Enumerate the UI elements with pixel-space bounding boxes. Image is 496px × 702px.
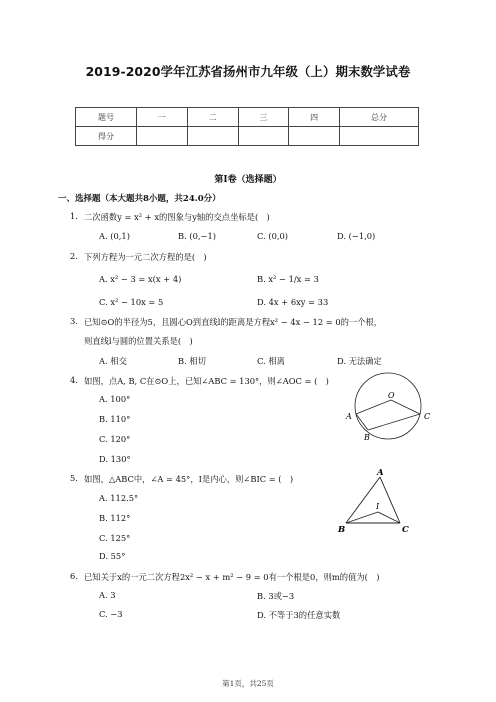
table-cell: 二 <box>187 108 238 127</box>
label-b: B <box>364 433 370 442</box>
option-d: D. (−1,0) <box>337 231 376 241</box>
circle-o <box>355 373 421 439</box>
label-c: C <box>402 525 409 535</box>
section-title: 第Ⅰ卷（选择题） <box>214 175 282 185</box>
question-number: 1. <box>70 211 78 221</box>
segment-bc <box>368 414 420 430</box>
option-c: C. −3 <box>99 609 123 619</box>
table-cell: 一 <box>137 108 188 127</box>
triangle-figure <box>336 465 416 537</box>
score-table <box>75 107 419 146</box>
option-b: B. 110° <box>99 414 131 424</box>
question-text: 下列方程为一元二次方程的是( ) <box>84 252 207 262</box>
label-a: A <box>377 468 384 478</box>
segment-ao <box>356 400 391 414</box>
label-i: I <box>376 502 380 511</box>
table-cell <box>340 127 419 146</box>
option-d: D. 无法确定 <box>337 356 382 366</box>
segment-ab <box>356 414 368 430</box>
table-cell: 得分 <box>76 127 137 146</box>
option-d: D. 130° <box>99 454 131 464</box>
option-c: C. x² − 10x = 5 <box>99 297 164 307</box>
option-c: C. 125° <box>99 533 131 543</box>
side-ab <box>346 477 380 523</box>
question-text: 二次函数y = x² + x的图象与y轴的交点坐标是( ) <box>84 212 270 222</box>
segment-oc <box>391 400 420 414</box>
table-cell: 总分 <box>340 108 419 127</box>
side-ac <box>380 477 400 523</box>
page-footer: 第1页，共25页 <box>222 679 274 688</box>
circle-figure <box>336 370 436 445</box>
question-number: 5. <box>70 473 78 483</box>
segment-bi <box>346 512 378 523</box>
table-cell <box>187 127 238 146</box>
option-c: C. 120° <box>99 434 131 444</box>
score-table-score-row <box>76 127 419 146</box>
option-b: B. x² − 1/x = 3 <box>257 274 319 284</box>
question-number: 6. <box>70 571 78 581</box>
label-o: O <box>388 391 395 400</box>
option-a: A. 3 <box>99 590 116 600</box>
option-b: B. 相切 <box>178 356 206 366</box>
table-cell: 四 <box>289 108 340 127</box>
option-b: B. 3或−3 <box>257 591 295 601</box>
label-c: C <box>424 412 431 421</box>
option-a: A. 100° <box>99 394 131 404</box>
option-a: A. 112.5° <box>99 493 139 503</box>
question-number: 2. <box>70 251 78 261</box>
score-table-header-row <box>76 108 419 127</box>
document-title: 2019-2020学年江苏省扬州市九年级（上）期末数学试卷 <box>85 64 411 79</box>
option-c: C. 相离 <box>257 356 285 366</box>
option-a: A. 相交 <box>99 356 127 366</box>
question-text: 如图，△ABC中，∠A = 45°，I是内心，则∠BIC = ( ) <box>84 474 294 484</box>
table-cell <box>238 127 289 146</box>
table-cell: 三 <box>238 108 289 127</box>
table-cell: 题号 <box>76 108 137 127</box>
option-c: C. (0,0) <box>257 231 288 241</box>
table-cell <box>289 127 340 146</box>
label-b: B <box>338 525 346 535</box>
question-number: 3. <box>70 316 78 326</box>
option-b: B. 112° <box>99 513 131 523</box>
option-b: B. (0,−1) <box>178 231 216 241</box>
table-cell <box>137 127 188 146</box>
option-a: A. (0,1) <box>99 231 130 241</box>
option-d: D. 不等于3的任意实数 <box>257 610 341 620</box>
option-a: A. x² − 3 = x(x + 4) <box>99 274 182 284</box>
label-a: A <box>346 412 352 421</box>
option-d: D. 55° <box>99 551 126 561</box>
question-number: 4. <box>70 375 78 385</box>
segment-ci <box>378 512 400 523</box>
part-heading: 一、选择题（本大题共8小题，共24.0分） <box>58 194 221 204</box>
option-d: D. 4x + 6xy = 33 <box>257 297 329 307</box>
question-text: 已知关于x的一元二次方程2x² − x + m² − 9 = 0有一个根是0，则m的值为( ) <box>84 572 380 582</box>
question-text: 如图，点A, B, C在⊙O上，已知∠ABC = 130°，则∠AOC = ( ) <box>84 376 329 386</box>
question-text-line2: 则直线l与圆的位置关系是( ) <box>84 336 193 346</box>
question-text: 已知⊙O的半径为5，且圆心O到直线l的距离是方程x² − 4x − 12 = 0的一个根， <box>84 317 383 327</box>
